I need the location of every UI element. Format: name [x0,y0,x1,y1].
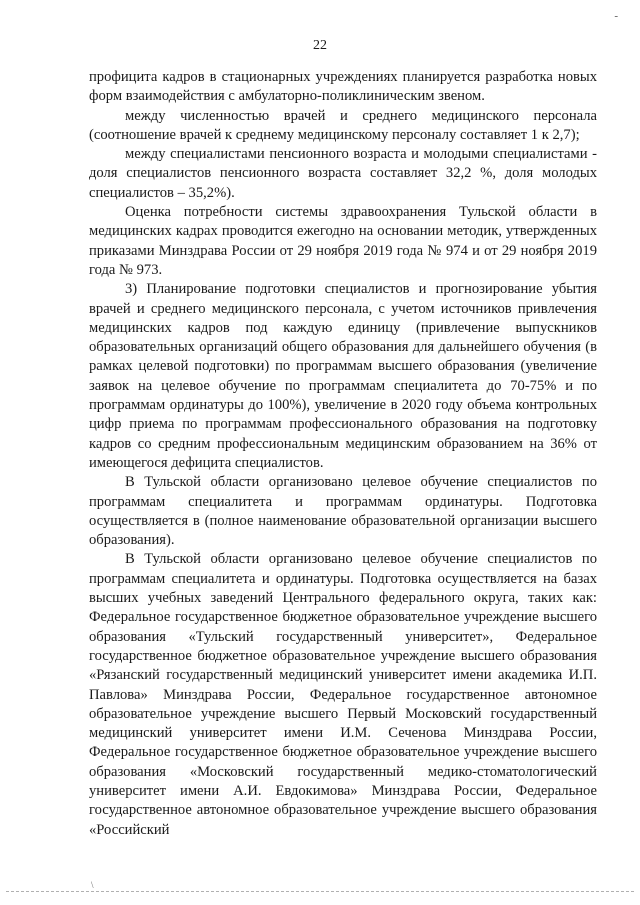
footer-divider [6,891,634,892]
paragraph: между численностью врачей и среднего медицинского персонала (соотношение врачей к среднему медицинскому персоналу составляет 1 к 2,7); [89,107,597,143]
footer-tick: \ [91,880,94,890]
paragraph: В Тульской области организовано целевое обучение специалистов по программам специалитета и программам ординатуры. Подготовка осуществляется в (полное наименование образовательной организации высшего образования). [89,474,597,549]
document-body [89,68,597,840]
paragraph: В Тульской области организовано целевое обучение специалистов по программам специалитета и ординатуры. Подготовка осуществляется на базах высших учебных заведений Центрального федерального округа, таких как: Федеральное государственное бюджетное образовательное учреждение высшего образования «Тульский государственный университет», Федеральное государственное бюджетное образовательное учреждение высшего образования «Рязанский государственный медицинский университет имени академика И.П. Павлова» Минздрава России, Федеральное государственное автономное образовательное учреждение высшего Первый Московский государственный медицинский университет имени И.М. Сеченова Минздрава России, Федеральное государственное бюджетное образовательное учреждение высшего образования «Московский государственный медико-стоматологический университет имени А.И. Евдокимова» Минздрава России, Федеральное государственное автономное образовательное учреждение высшего образования «Российский [89,551,597,838]
paragraph: между специалистами пенсионного возраста и молодыми специалистами - доля специалистов пенсионного возраста составляет 32,2 %, доля молодых специалистов – 35,2%). [89,146,597,201]
corner-mark: - [614,10,618,22]
page-number: 22 [313,38,327,53]
paragraph: Оценка потребности системы здравоохранения Тульской области в медицинских кадрах проводится ежегодно на основании методик, утвержденных приказами Минздрава России от 29 ноября 2019 года № 974 и от 29 ноября 2019 года № 973. [89,204,597,278]
paragraph: 3) Планирование подготовки специалистов и прогнозирование убытия врачей и среднего медицинского персонала, с учетом источников привлечения медицинских кадров под каждую единицу (привлечение выпускников образовательных организаций общего образования для дальнейшего обучения (в рамках целевой подготовки) по программам высшего образования (увеличение заявок на целевое обучение по программам специалитета до 70-75% и по программам ординатуры до 100%), увеличение в 2020 году объема контрольных цифр приема по программам профессионального образования на подготовку кадров со средним профессиональным медицинским образованием на 36% от имеющегося дефицита специалистов. [89,281,597,471]
paragraph: профицита кадров в стационарных учреждениях планируется разработка новых форм взаимодействия с амбулаторно-поликлиническим звеном. [89,69,597,105]
